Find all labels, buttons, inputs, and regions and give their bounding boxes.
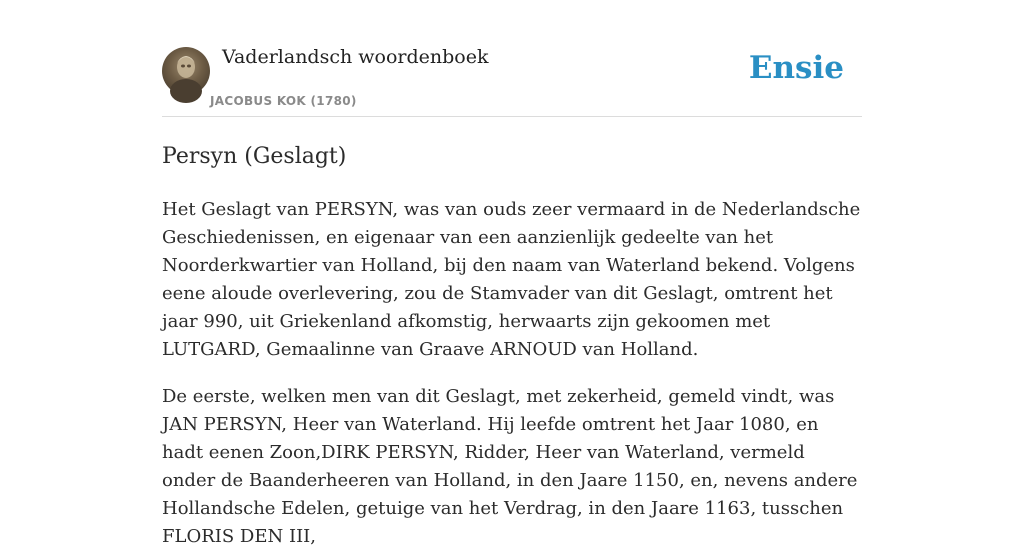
header bbox=[162, 0, 862, 117]
entry-paragraph: Het Geslagt van PERSYN, was van ouds zeer vermaard in de Nederlandsche Geschiedenissen, en eigenaar van een aanzienlijk gedeelte van het Noorderkwartier van Holland, bij den naam van Waterland bekend. Volgens eene aloude overlevering, zou de Stamvader van dit Geslagt, omtrent het jaar 990, uit Griekenland afkomstig, herwaarts zijn gekoomen met LUTGARD, Gemaalinne van Graave ARNOUD van Holland. bbox=[162, 199, 861, 360]
entry-title: Persyn (Geslagt) bbox=[162, 144, 347, 169]
portrait-icon bbox=[162, 47, 210, 95]
entry-paragraph: De eerste, welken men van dit Geslagt, met zekerheid, gemeld vindt, was JAN PERSYN, Heer van Waterland. Hij leefde omtrent het Jaar 1080, en hadt eenen Zoon,DIRK PERSYN, Ridder, Heer van Waterland, vermeld onder de Baanderheeren van Holland, in den Jaare 1150, en, nevens andere Hollandsche Edelen, getuige van het Verdrag, in den Jaare 1163, tusschen FLORIS DEN III, bbox=[162, 386, 858, 547]
portrait-avatar[interactable] bbox=[162, 47, 210, 95]
brand-logo-link[interactable]: Ensie bbox=[748, 50, 844, 86]
book-title[interactable]: Vaderlandsch woordenboek bbox=[222, 46, 489, 68]
author-label[interactable]: JACOBUS KOK (1780) bbox=[210, 94, 357, 108]
page bbox=[162, 0, 862, 551]
